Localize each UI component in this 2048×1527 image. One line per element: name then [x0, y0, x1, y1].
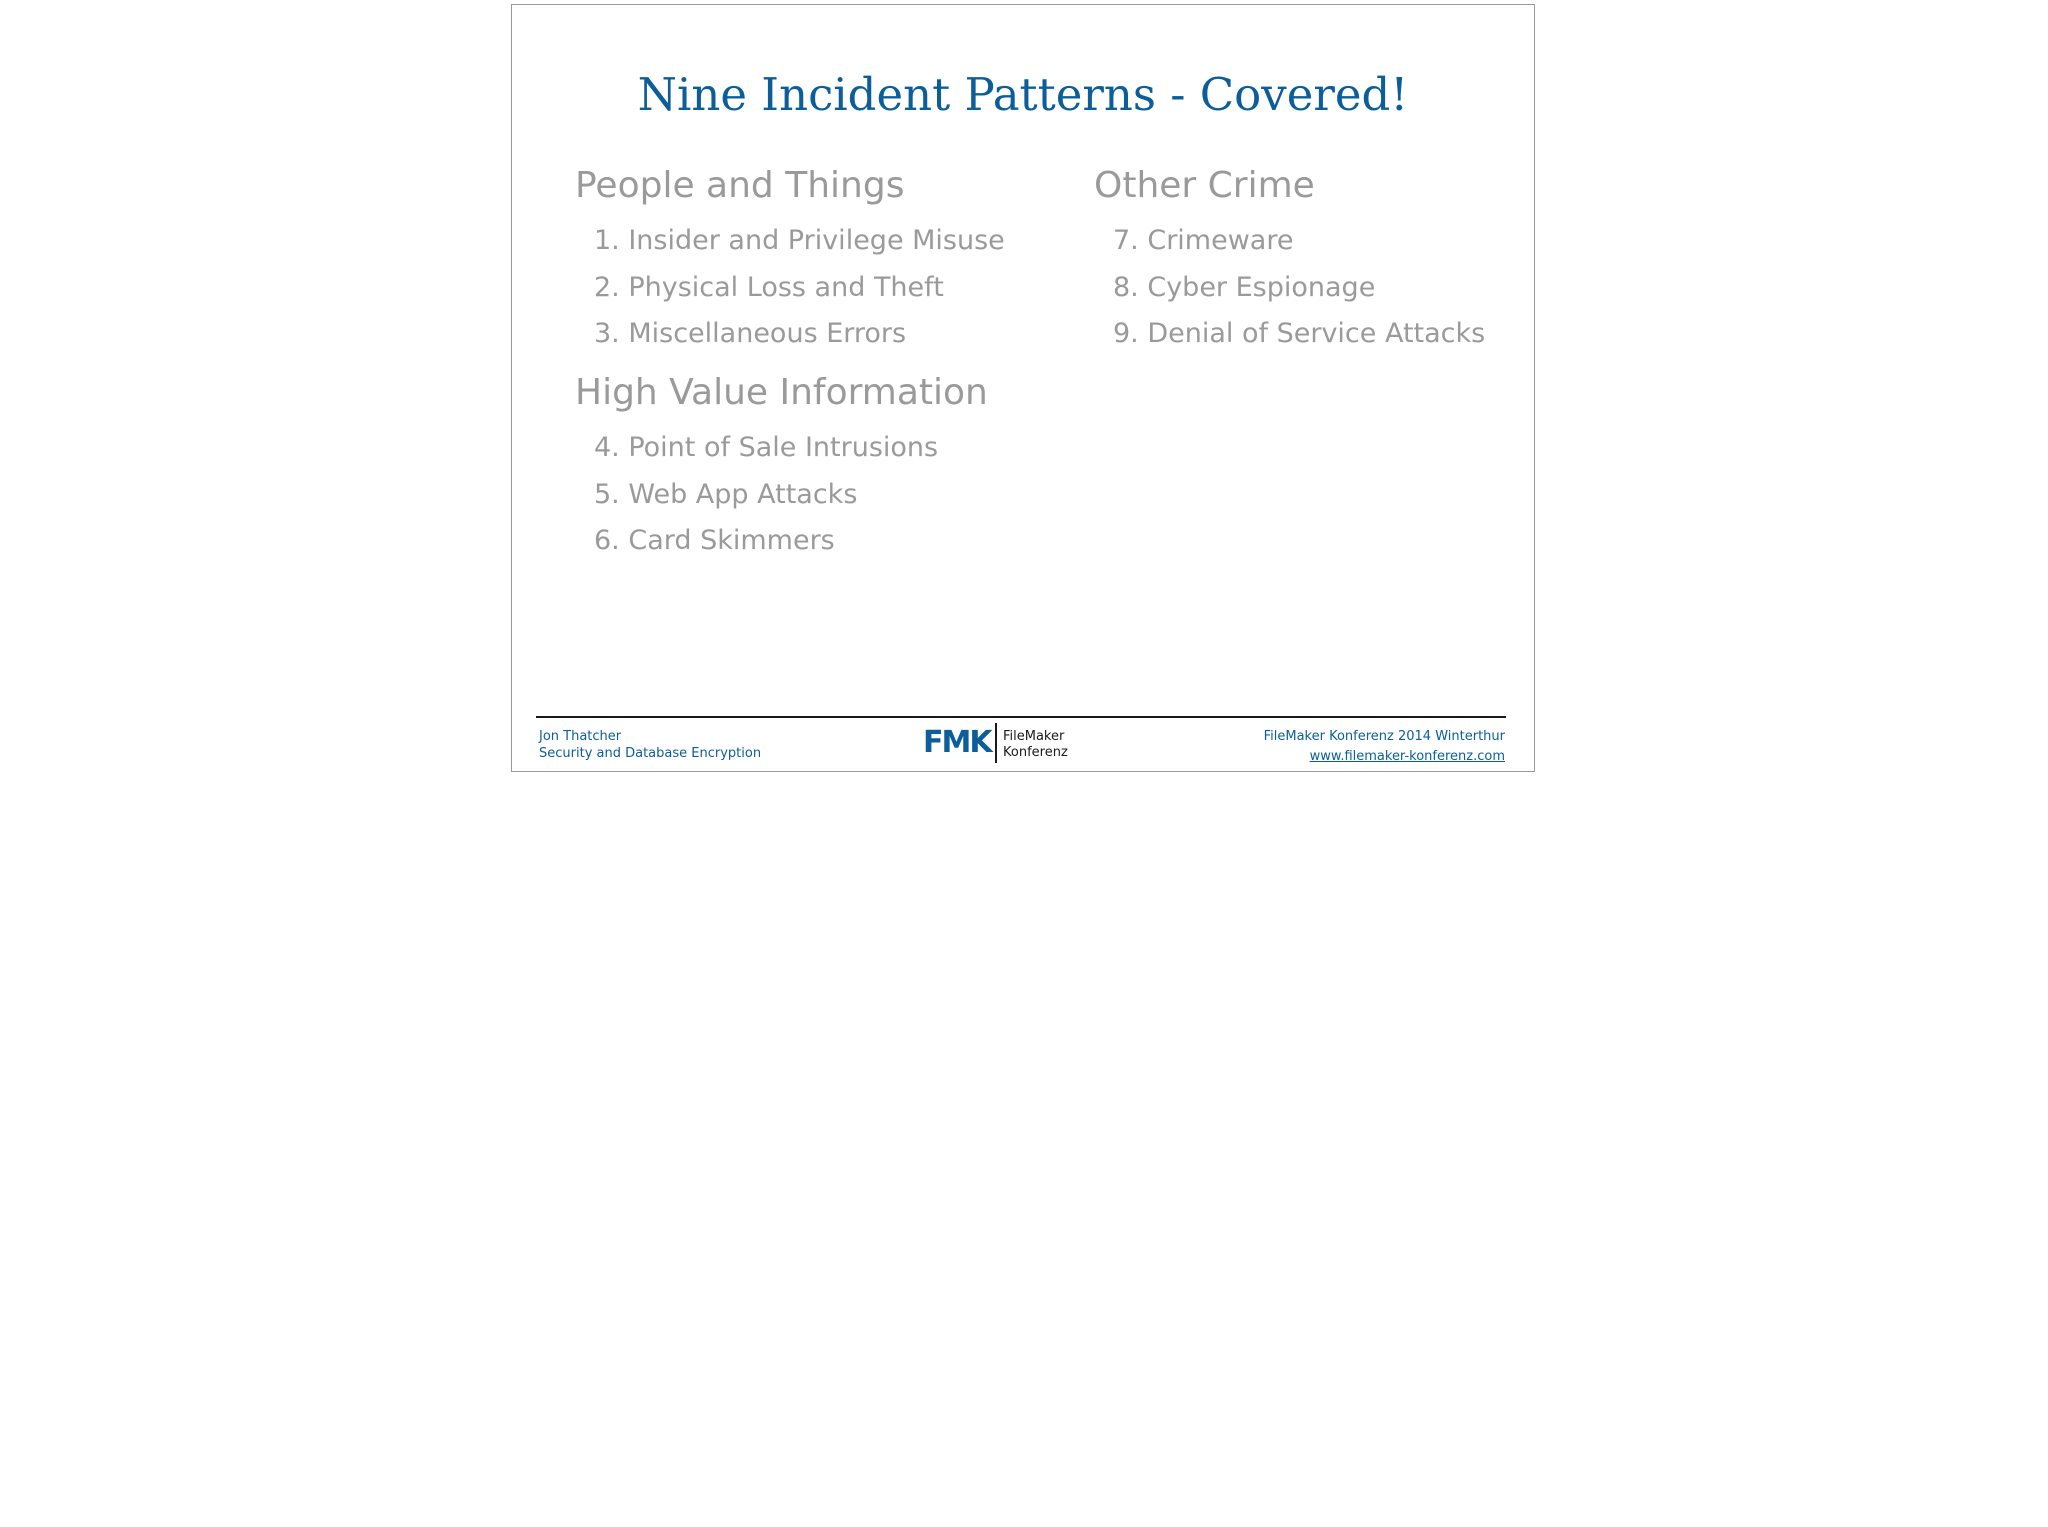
- group-heading-people-and-things: People and Things: [575, 165, 905, 206]
- list-item: 7. Crimeware: [1113, 225, 1294, 256]
- list-item: 1. Insider and Privilege Misuse: [594, 225, 1005, 256]
- slide: [511, 4, 1535, 772]
- group-heading-high-value-information: High Value Information: [575, 372, 988, 413]
- fmk-logo: [923, 721, 1073, 765]
- list-item: 8. Cyber Espionage: [1113, 272, 1376, 303]
- footer-author: Jon Thatcher: [539, 729, 622, 744]
- logo-divider: [995, 723, 997, 763]
- footer-event: FileMaker Konferenz 2014 Winterthur: [1263, 729, 1505, 744]
- list-item: 3. Miscellaneous Errors: [594, 318, 907, 349]
- group-heading-other-crime: Other Crime: [1094, 165, 1315, 206]
- list-item: 5. Web App Attacks: [594, 479, 858, 510]
- slide-title: Nine Incident Patterns - Covered!: [637, 68, 1409, 121]
- list-item: 4. Point of Sale Intrusions: [594, 432, 939, 463]
- footer-divider: [536, 716, 1506, 718]
- list-item: 9. Denial of Service Attacks: [1113, 318, 1486, 349]
- logo-mark: FMK: [923, 725, 991, 760]
- footer-website-link[interactable]: www.filemaker-konferenz.com: [1309, 749, 1505, 764]
- list-item: 6. Card Skimmers: [594, 525, 835, 556]
- logo-line-2: Konferenz: [1003, 745, 1068, 760]
- logo-line-1: FileMaker: [1003, 729, 1065, 744]
- list-item: 2. Physical Loss and Theft: [594, 272, 944, 303]
- footer-talk-title: Security and Database Encryption: [539, 746, 762, 761]
